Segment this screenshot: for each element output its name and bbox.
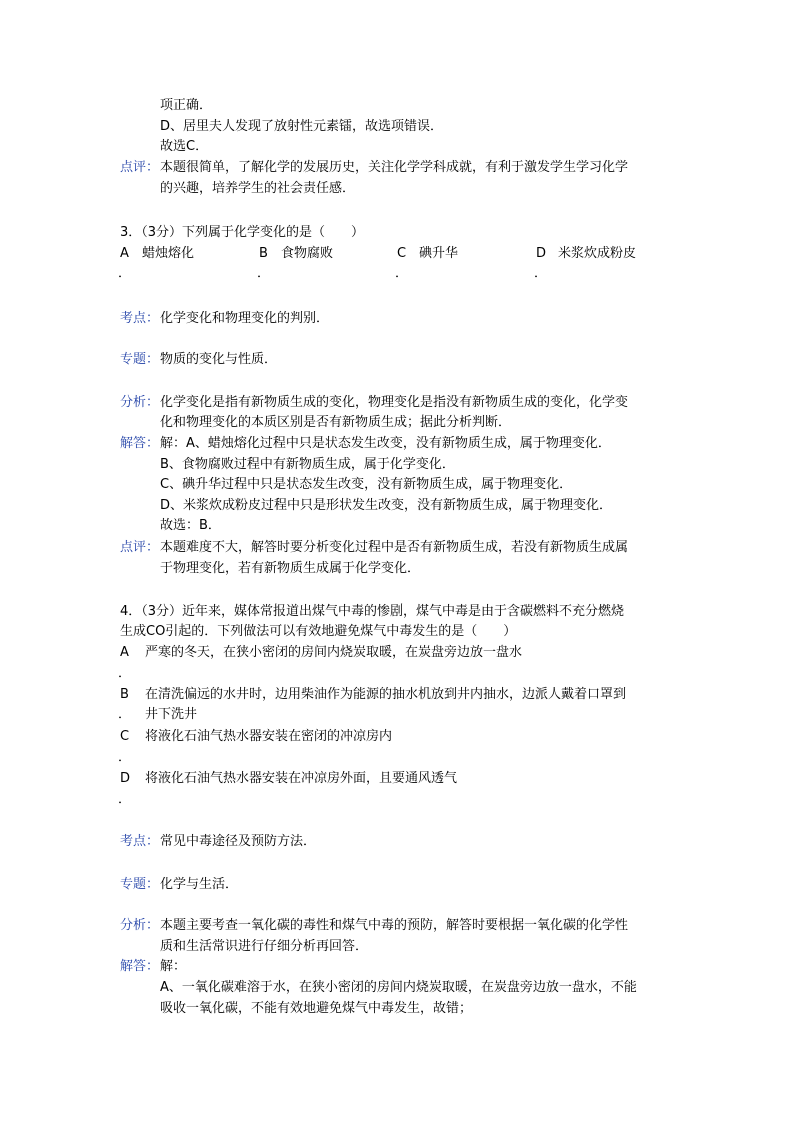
- q3-jieda-line-5: 故选：B．: [160, 518, 221, 533]
- q4-option-a-text: 严寒的冬天，在狭小密闭的房间内烧炭取暖，在炭盘旁边放一盘水: [145, 645, 523, 660]
- q3-dianping-line-2: 于物理变化，若有新物质生成属于化学变化．: [160, 561, 421, 576]
- q4-fenxi-line-1: 本题主要考查一氧化碳的毒性和煤气中毒的预防，解答时要根据一氧化碳的化学性: [160, 918, 629, 933]
- q3-jieda-line-1: 解：A、蜡烛熔化过程中只是状态发生改变，没有新物质生成，属于物理变化．: [160, 436, 611, 451]
- q3-option-d-dot: ．: [534, 266, 548, 281]
- q3-option-b-letter: B: [259, 246, 268, 261]
- q4-option-d-letter: D: [120, 771, 131, 786]
- q4-option-c-dot: ．: [118, 750, 132, 765]
- q3-option-c-letter: C: [397, 246, 407, 261]
- q3-zhuanti-label: 专题：: [120, 352, 160, 367]
- q3-option-b-text: 食物腐败: [281, 246, 334, 261]
- q3-option-d-letter: D: [536, 246, 547, 261]
- q4-zhuanti: 化学与生活．: [160, 877, 239, 892]
- intro-line-2: D、居里夫人发现了放射性元素镭，故选项错误．: [160, 119, 444, 134]
- q2-comment-label: 点评：: [120, 160, 160, 175]
- q4-kaodian: 常见中毒途径及预防方法．: [160, 834, 317, 849]
- q4-jieda-line-1: 解：: [160, 959, 187, 974]
- q3-option-b-dot: ．: [257, 266, 271, 281]
- q3-dianping-label: 点评：: [120, 540, 160, 555]
- q3-jieda-line-3: C、碘升华过程中只是状态发生改变，没有新物质生成，属于物理变化．: [160, 477, 573, 492]
- q3-zhuanti: 物质的变化与性质．: [160, 352, 278, 367]
- q4-stem-line-1: 4．（3分）近年来，媒体常报道出煤气中毒的惨剧，煤气中毒是由于含碳燃料不充分燃烧: [120, 604, 625, 619]
- q4-option-b-text-2: 井下洗井: [145, 707, 198, 722]
- q4-fenxi-line-2: 质和生活常识进行仔细分析再回答．: [160, 939, 369, 954]
- q3-jieda-line-4: D、米浆炊成粉皮过程中只是形状发生改变，没有新物质生成，属于物理变化．: [160, 498, 613, 513]
- q4-option-a-dot: ．: [118, 666, 132, 681]
- q4-zhuanti-label: 专题：: [120, 877, 160, 892]
- q3-dianping-line-1: 本题难度不大，解答时要分析变化过程中是否有新物质生成，若没有新物质生成属: [160, 540, 629, 555]
- q4-fenxi-label: 分析：: [120, 918, 160, 933]
- q3-option-a-dot: ．: [118, 266, 132, 281]
- q4-jieda-label: 解答：: [120, 959, 160, 974]
- q4-option-d-text: 将液化石油气热水器安装在冲凉房外面，且要通风透气: [145, 771, 458, 786]
- q3-jieda-line-2: B、食物腐败过程中有新物质生成，属于化学变化．: [160, 457, 455, 472]
- q4-stem-line-2: 生成CO引起的．下列做法可以有效地避免煤气中毒发生的是（ ）: [120, 624, 517, 639]
- q3-option-c-dot: ．: [395, 266, 409, 281]
- q3-fenxi-line-1: 化学变化是指有新物质生成的变化，物理变化是指没有新物质生成的变化，化学变: [160, 395, 629, 410]
- intro-line-1: 项正确．: [160, 98, 213, 113]
- q4-option-b-dot: ．: [118, 707, 132, 722]
- q3-option-a-letter: A: [120, 246, 129, 261]
- intro-line-3: 故选C．: [160, 139, 209, 154]
- q3-stem: 3．（3分）下列属于化学变化的是（ ）: [120, 225, 365, 240]
- q4-kaodian-label: 考点：: [120, 834, 160, 849]
- q3-option-c-text: 碘升华: [419, 246, 459, 261]
- q3-kaodian-label: 考点：: [120, 311, 160, 326]
- q2-comment-line-2: 的兴趣，培养学生的社会责任感．: [160, 181, 356, 196]
- q4-option-c-text: 将液化石油气热水器安装在密闭的冲凉房内: [145, 729, 393, 744]
- q3-fenxi-label: 分析：: [120, 395, 160, 410]
- q3-kaodian: 化学变化和物理变化的判别．: [160, 311, 330, 326]
- q3-option-d-text: 米浆炊成粉皮: [558, 246, 637, 261]
- q4-option-b-text-1: 在清洗偏远的水井时，边用柴油作为能源的抽水机放到井内抽水，边派人戴着口罩到: [145, 687, 627, 702]
- q3-option-a-text: 蜡烛熔化: [142, 246, 195, 261]
- q3-jieda-label: 解答：: [120, 436, 160, 451]
- q4-option-a-letter: A: [120, 645, 129, 660]
- q3-fenxi-line-2: 化和物理变化的本质区别是否有新物质生成；据此分析判断．: [160, 415, 512, 430]
- q4-option-c-letter: C: [120, 729, 130, 744]
- q4-option-b-letter: B: [120, 687, 129, 702]
- q4-jieda-line-3: 吸收一氧化碳，不能有效地避免煤气中毒发生，故错；: [160, 1001, 473, 1016]
- q4-jieda-line-2: A、一氧化碳难溶于水，在狭小密闭的房间内烧炭取暖，在炭盘旁边放一盘水，不能: [160, 980, 637, 995]
- q4-option-d-dot: ．: [118, 792, 132, 807]
- q2-comment-line-1: 本题很简单，了解化学的发展历史，关注化学学科成就，有利于激发学生学习化学: [160, 160, 629, 175]
